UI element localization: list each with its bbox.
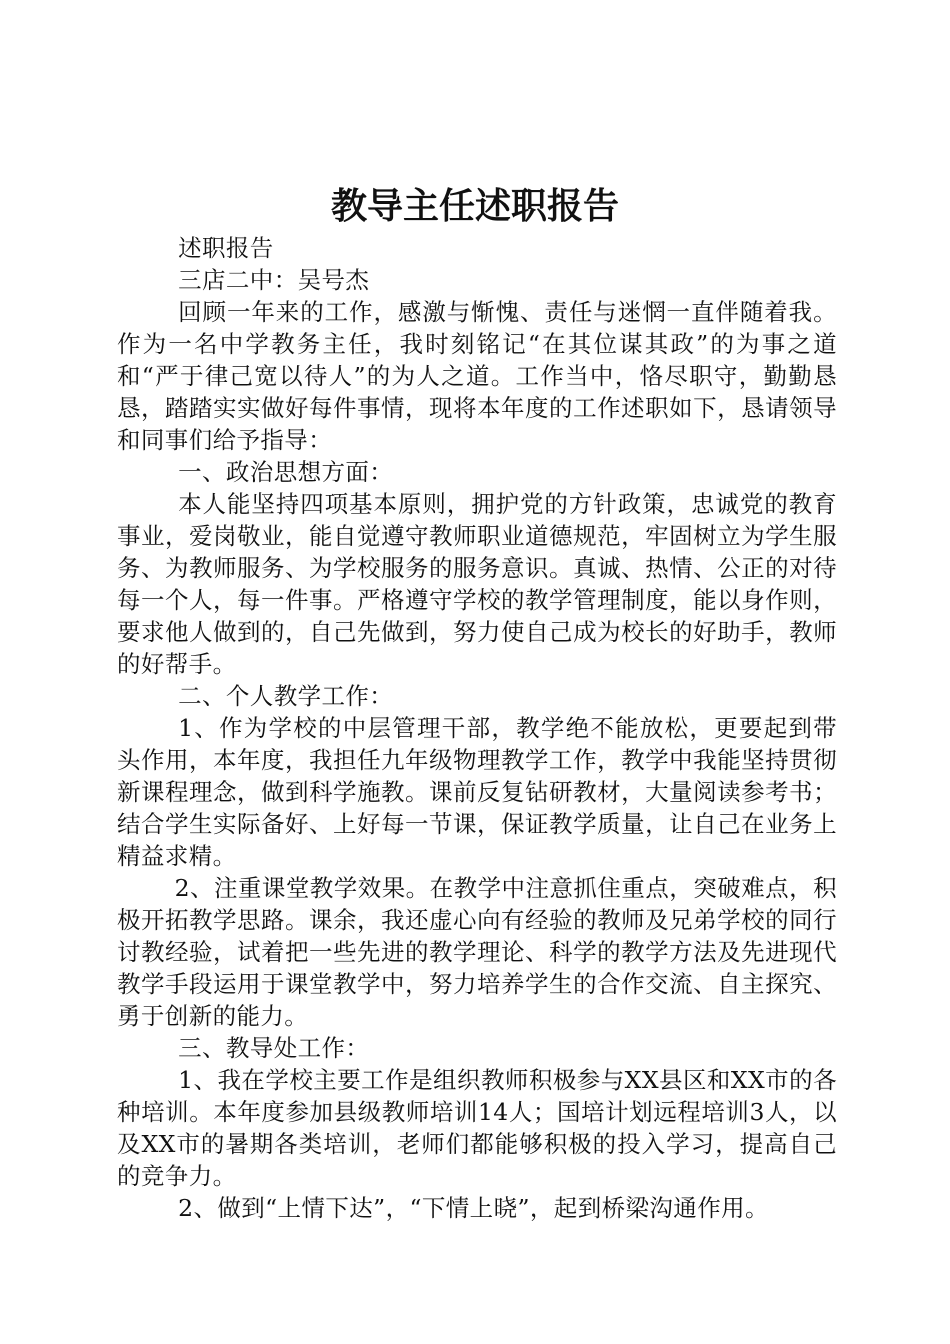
paragraph-author: 三店二中：吴号杰 (178, 266, 370, 294)
section-heading-teaching: 二、个人教学工作： (178, 682, 394, 710)
paragraph-office-1: 1、我在学校主要工作是组织教师积极参与XX县区和XX市的各种培训。本年度参加县级教师培训14人；国培计划远程培训3人，以及XX市的暑期各类培训，老师们都能够积极的投入学习，提高自己的竞争力。 (117, 1066, 837, 1190)
section-heading-office: 三、教导处工作： (178, 1034, 370, 1062)
paragraph-teaching-1: 1、作为学校的中层管理干部，教学绝不能放松，更要起到带头作用，本年度，我担任九年级物理教学工作，教学中我能坚持贯彻新课程理念，做到科学施教。课前反复钻研教材，大量阅读参考书；结合学生实际备好、上好每一节课，保证教学质量，让自己在业务上精益求精。 (117, 714, 837, 870)
section-heading-political: 一、政治思想方面： (178, 458, 394, 486)
document-title: 教导主任述职报告 (330, 186, 619, 227)
paragraph-report-label: 述职报告 (178, 234, 274, 262)
paragraph-intro: 回顾一年来的工作，感激与惭愧、责任与迷惘一直伴随着我。作为一名中学教务主任，我时刻铭记“在其位谋其政”的为事之道和“严于律己宽以待人”的为人之道。工作当中，恪尽职守，勤勤恳恳，踏踏实实做好每件事情，现将本年度的工作述职如下，恳请领导和同事们给予指导： (117, 298, 837, 454)
document-body (117, 232, 837, 1224)
paragraph-political: 本人能坚持四项基本原则，拥护党的方针政策，忠诚党的教育事业，爱岗敬业，能自觉遵守教师职业道德规范，牢固树立为学生服务、为教师服务、为学校服务的服务意识。真诚、热情、公正的对待每一个人，每一件事。严格遵守学校的教学管理制度，能以身作则，要求他人做到的，自己先做到，努力使自己成为校长的好助手，教师的好帮手。 (117, 490, 837, 678)
paragraph-office-2: 2、做到“上情下达”，“下情上晓”，起到桥梁沟通作用。 (178, 1194, 769, 1222)
paragraph-teaching-2: 2、注重课堂教学效果。在教学中注意抓住重点，突破难点，积极开拓教学思路。课余，我还虚心向有经验的教师及兄弟学校的同行讨教经验，试着把一些先进的教学理论、科学的教学方法及先进现代教学手段运用于课堂教学中，努力培养学生的合作交流、自主探究、勇于创新的能力。 (117, 874, 837, 1030)
